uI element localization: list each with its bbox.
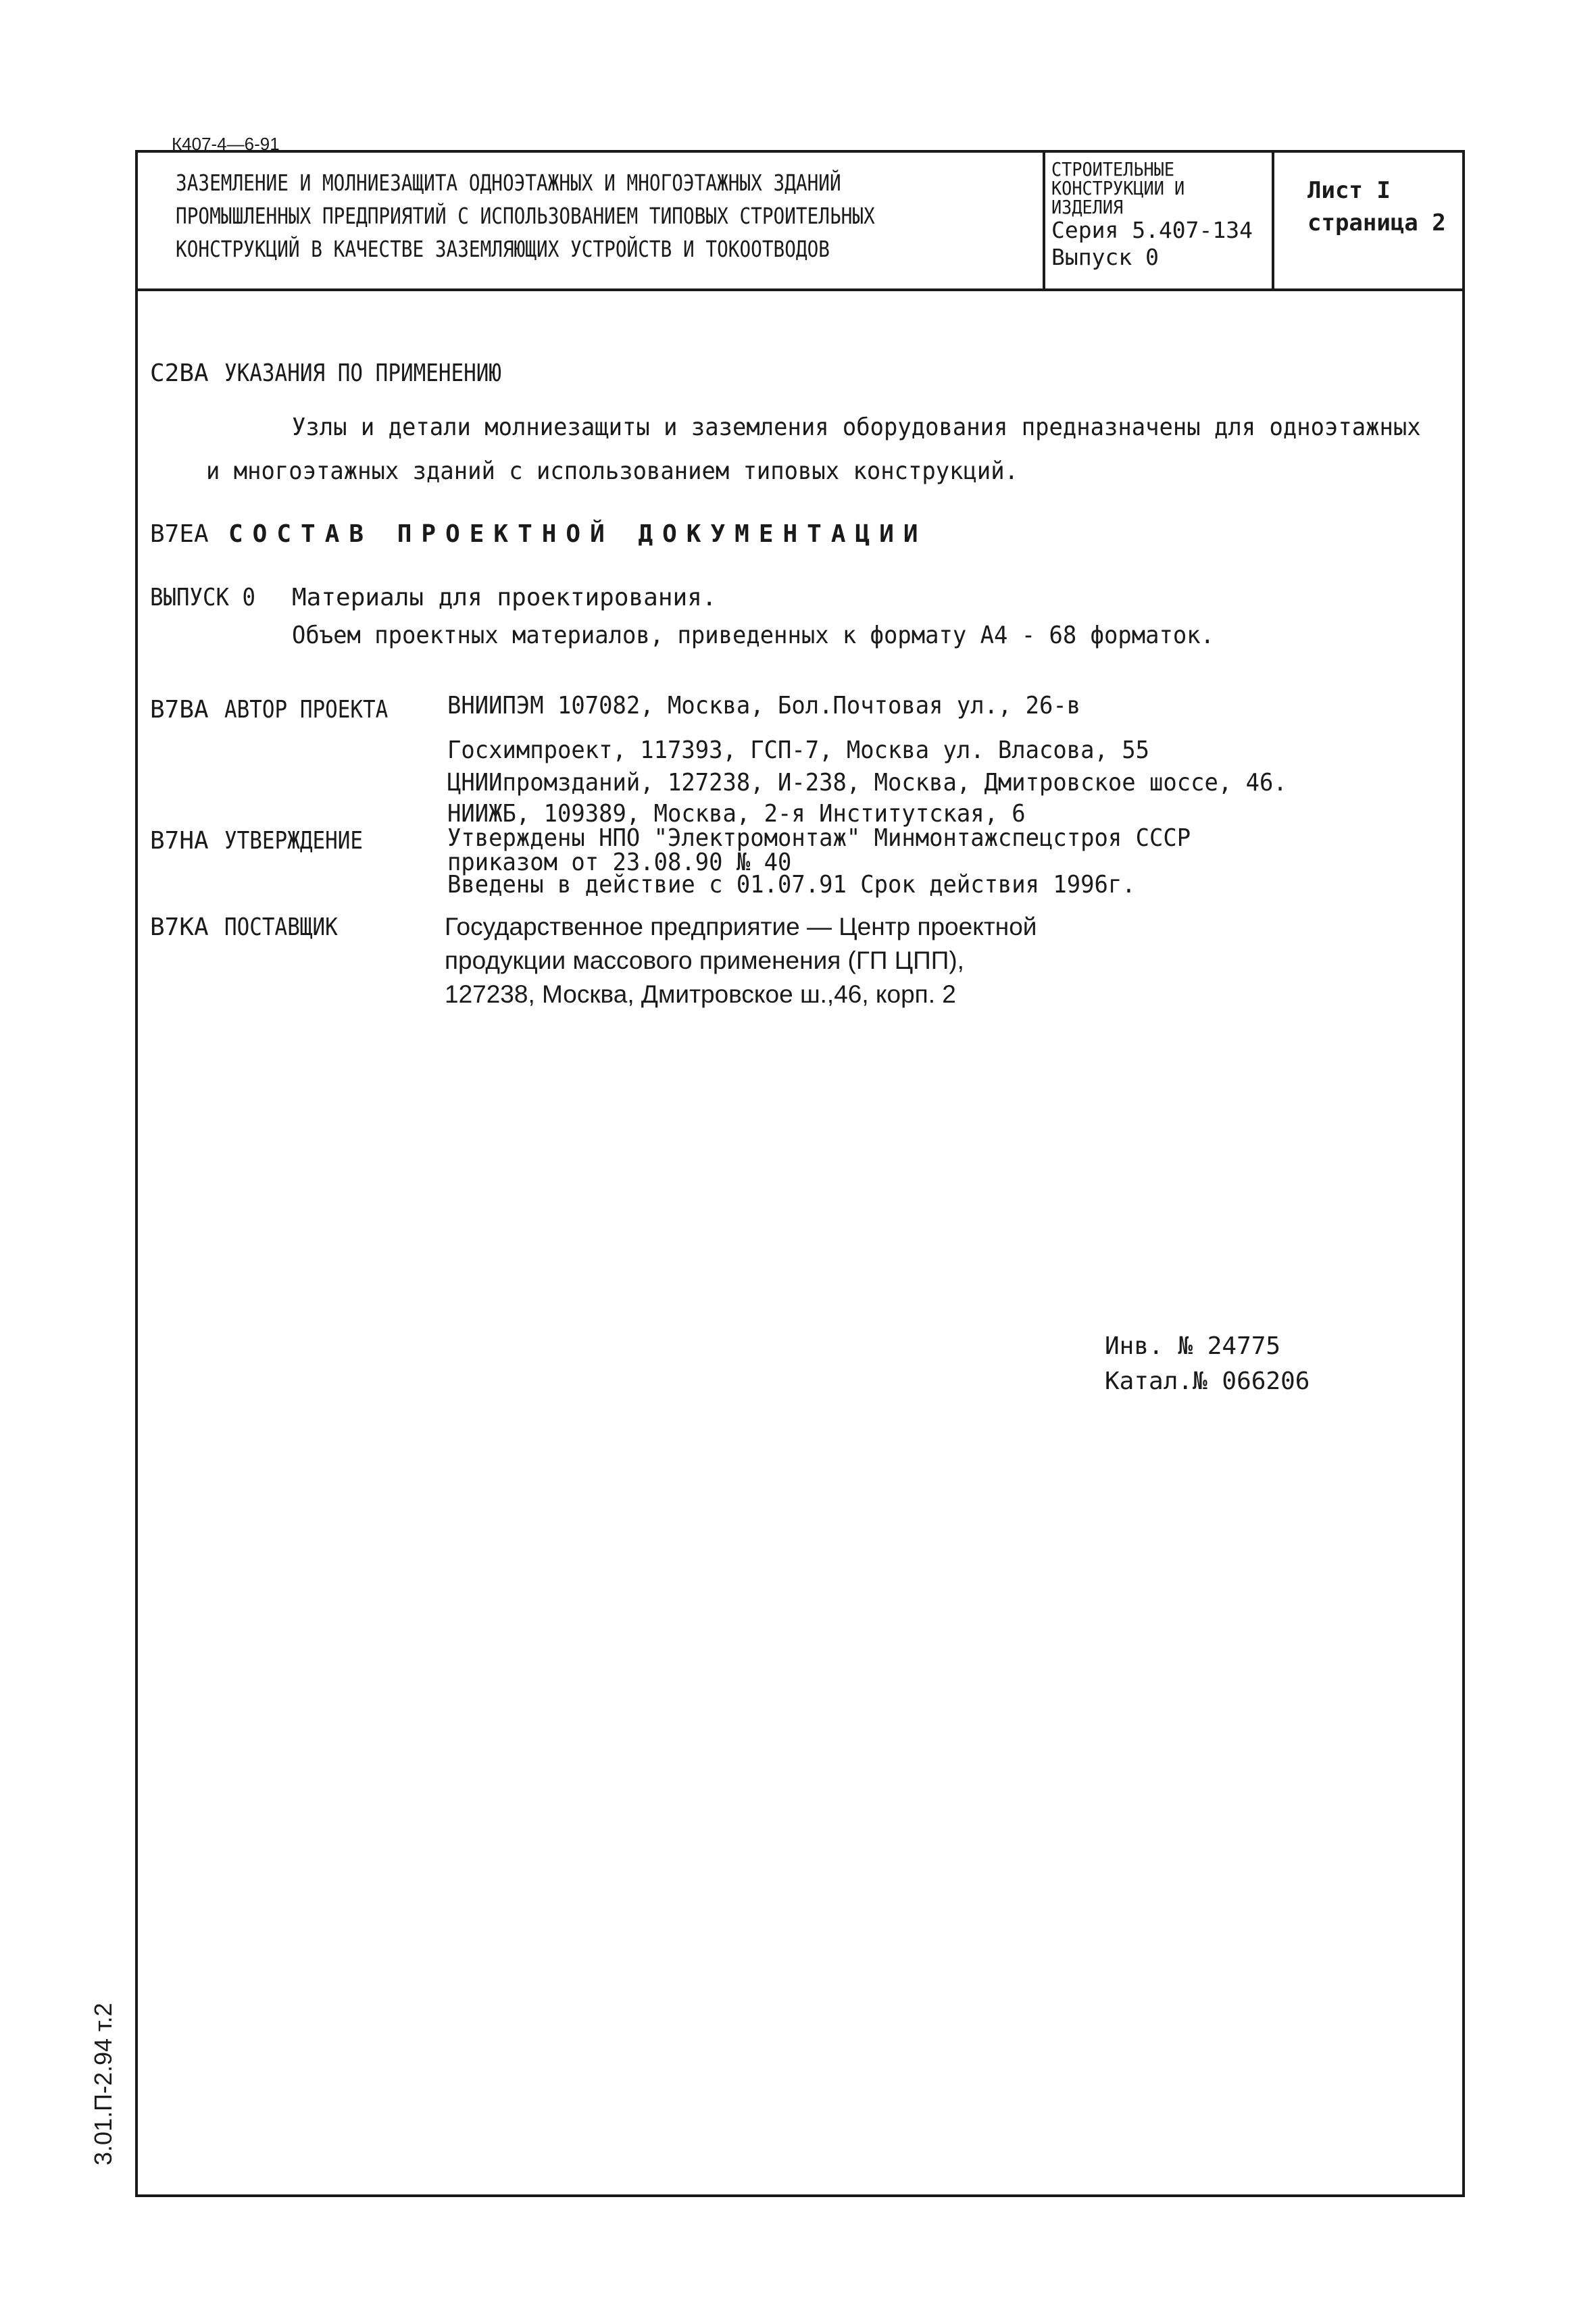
composition-code: В7ЕА <box>150 520 209 548</box>
side-stamp: 3.01.П-2.94 т.2 <box>89 2003 117 2165</box>
supplier-line: Государственное предприятие — Центр проектной <box>445 913 1037 940</box>
usage-code: С2ВА <box>150 359 209 387</box>
header-divider <box>135 288 1465 291</box>
document-code: К407-4—6-91 <box>172 134 280 154</box>
inventory-number: Инв. № 24775 <box>1105 1332 1281 1360</box>
approval-line: приказом от 23.08.90 № 40 <box>447 849 792 876</box>
supplier-line: 127238, Москва, Дмитровское ш.,46, корп. 2 <box>445 980 956 1008</box>
sheet-number: Лист I <box>1307 177 1391 204</box>
author-title: АВТОР ПРОЕКТА <box>224 696 389 724</box>
usage-text-line: и многоэтажных зданий с использованием типовых конструкций. <box>206 457 1019 485</box>
supplier-code: В7КА <box>150 913 209 941</box>
author-line: НИИЖБ, 109389, Москва, 2-я Институтская, 6 <box>447 800 1026 828</box>
catalog-number: Катал.№ 066206 <box>1105 1367 1310 1395</box>
author-code: В7ВА <box>150 696 209 724</box>
page-number: страница 2 <box>1307 209 1446 236</box>
author-line: ВНИИПЭМ 107082, Москва, Бол.Почтовая ул., 26-в <box>447 692 1081 720</box>
series-number: Серия 5.407-134 <box>1051 217 1253 243</box>
header-title-line: ЗАЗЕМЛЕНИЕ И МОЛНИЕЗАЩИТА ОДНОЭТАЖНЫХ И МНОГОЭТАЖНЫХ ЗДАНИЙ <box>176 170 841 196</box>
category-line: СТРОИТЕЛЬНЫЕ <box>1051 158 1175 180</box>
usage-text-line: Узлы и детали молниезащиты и заземления оборудования предназначены для одноэтажных <box>292 413 1421 441</box>
usage-title: УКАЗАНИЯ ПО ПРИМЕНЕНИЮ <box>224 359 502 387</box>
category-line: ИЗДЕЛИЯ <box>1051 196 1124 218</box>
approval-line: Введены в действие с 01.07.91 Срок действия 1996г. <box>447 871 1136 899</box>
header-title-line: ПРОМЫШЛЕННЫХ ПРЕДПРИЯТИЙ С ИСПОЛЬЗОВАНИЕМ ТИПОВЫХ СТРОИТЕЛЬНЫХ <box>176 203 875 229</box>
supplier-line: продукции массового применения (ГП ЦПП), <box>445 947 964 974</box>
header-col-divider-2 <box>1272 150 1274 291</box>
header-col-divider-1 <box>1043 150 1045 291</box>
category-line: КОНСТРУКЦИИ И <box>1051 177 1185 199</box>
composition-title: СОСТАВ ПРОЕКТНОЙ ДОКУМЕНТАЦИИ <box>228 520 928 548</box>
issue0-text-line: Объем проектных материалов, приведенных к формату А4 - 68 форматок. <box>292 622 1215 649</box>
issue0-text-line: Материалы для проектирования. <box>292 584 717 611</box>
approval-title: УТВЕРЖДЕНИЕ <box>224 827 364 855</box>
issue-number: Выпуск 0 <box>1051 244 1159 270</box>
issue0-label: ВЫПУСК 0 <box>150 584 256 611</box>
header-title-line: КОНСТРУКЦИЙ В КАЧЕСТВЕ ЗАЗЕМЛЯЮЩИХ УСТРОЙСТВ И ТОКООТВОДОВ <box>176 236 830 262</box>
author-line: Госхимпроект, 117393, ГСП-7, Москва ул. Власова, 55 <box>447 736 1150 764</box>
approval-code: В7НА <box>150 827 209 855</box>
author-line: ЦНИИпромзданий, 127238, И-238, Москва, Дмитровское шоссе, 46. <box>447 769 1287 797</box>
supplier-title: ПОСТАВЩИК <box>224 913 338 941</box>
approval-line: Утверждены НПО "Электромонтаж" Минмонтажспецстроя СССР <box>447 824 1191 852</box>
